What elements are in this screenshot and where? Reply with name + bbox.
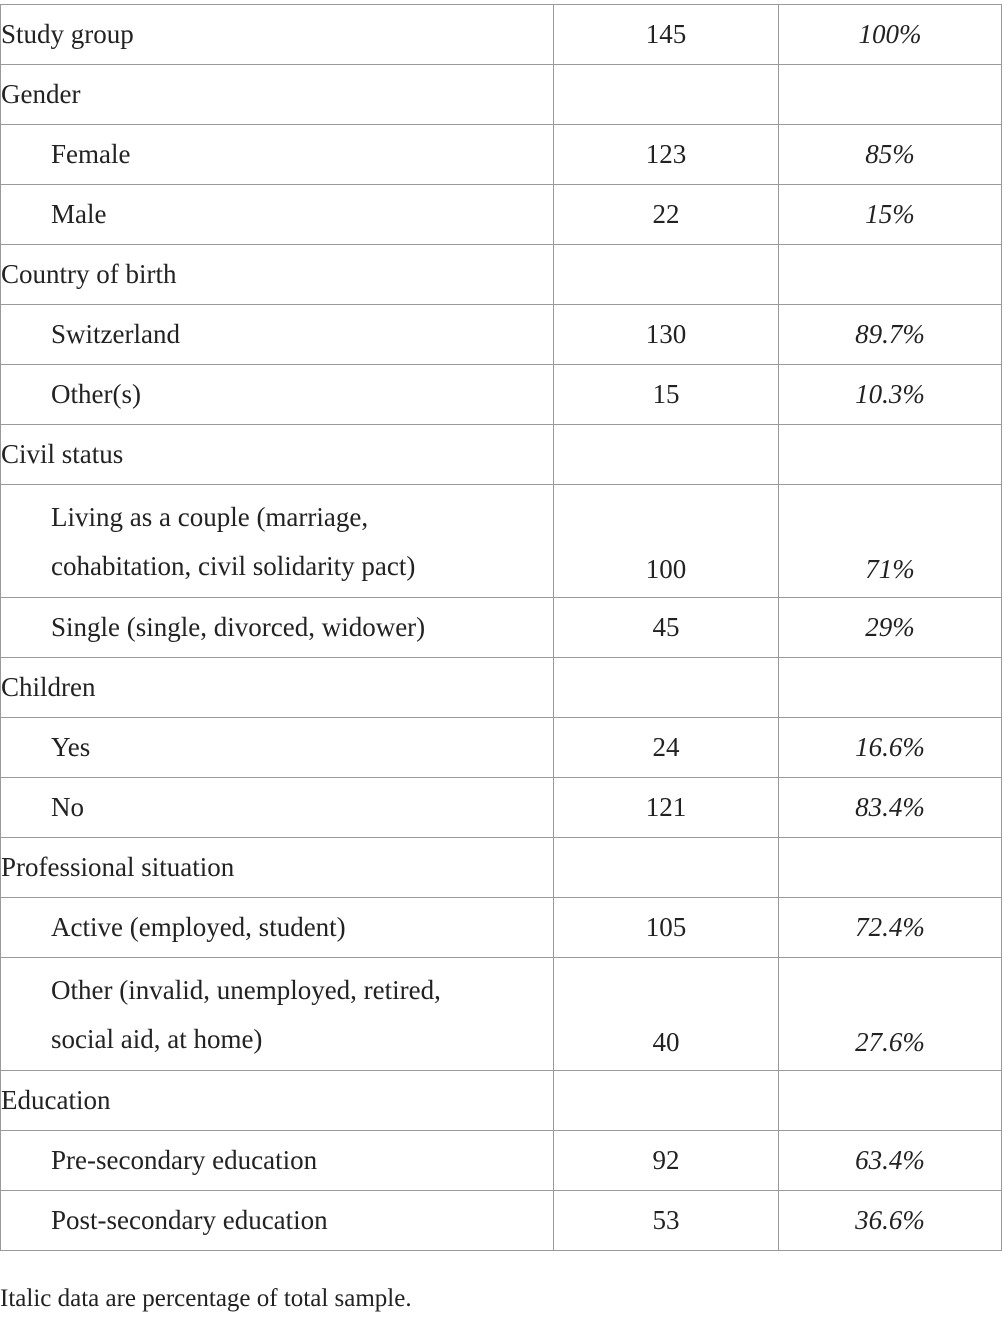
table-row bbox=[1, 65, 1002, 125]
row-percentage bbox=[779, 65, 1002, 125]
row-percentage: 85% bbox=[779, 125, 1002, 185]
row-category-label: Gender bbox=[1, 65, 554, 125]
row-percentage: 71% bbox=[779, 485, 1002, 598]
demographics-table bbox=[0, 4, 1002, 1251]
table-row bbox=[1, 958, 1002, 1071]
table-row bbox=[1, 485, 1002, 598]
table-row bbox=[1, 425, 1002, 485]
row-category-label: Children bbox=[1, 658, 554, 718]
row-percentage: 63.4% bbox=[779, 1131, 1002, 1191]
table-row bbox=[1, 1131, 1002, 1191]
row-percentage bbox=[779, 658, 1002, 718]
row-sublabel: Pre-secondary education bbox=[1, 1131, 554, 1191]
row-count bbox=[554, 425, 779, 485]
table-row bbox=[1, 125, 1002, 185]
table-row bbox=[1, 1191, 1002, 1251]
row-percentage bbox=[779, 838, 1002, 898]
row-category-label: Civil status bbox=[1, 425, 554, 485]
row-percentage: 27.6% bbox=[779, 958, 1002, 1071]
row-sublabel: Active (employed, student) bbox=[1, 898, 554, 958]
table-footnote: Italic data are percentage of total sample. bbox=[0, 1285, 412, 1312]
row-count: 145 bbox=[554, 5, 779, 65]
table-row bbox=[1, 1071, 1002, 1131]
row-sublabel bbox=[1, 485, 554, 598]
row-percentage: 16.6% bbox=[779, 718, 1002, 778]
row-count: 105 bbox=[554, 898, 779, 958]
row-sublabel: Post-secondary education bbox=[1, 1191, 554, 1251]
row-count: 45 bbox=[554, 598, 779, 658]
row-label-line-2: social aid, at home) bbox=[51, 1024, 263, 1054]
row-sublabel: Female bbox=[1, 125, 554, 185]
row-count: 24 bbox=[554, 718, 779, 778]
row-category-label: Education bbox=[1, 1071, 554, 1131]
row-percentage: 29% bbox=[779, 598, 1002, 658]
table-row bbox=[1, 185, 1002, 245]
row-percentage: 36.6% bbox=[779, 1191, 1002, 1251]
row-category-label: Study group bbox=[1, 5, 554, 65]
row-percentage bbox=[779, 1071, 1002, 1131]
row-percentage: 100% bbox=[779, 5, 1002, 65]
row-percentage bbox=[779, 245, 1002, 305]
row-count: 22 bbox=[554, 185, 779, 245]
row-label-line-2: cohabitation, civil solidarity pact) bbox=[51, 551, 416, 581]
table-row bbox=[1, 838, 1002, 898]
row-percentage: 89.7% bbox=[779, 305, 1002, 365]
row-count: 123 bbox=[554, 125, 779, 185]
row-sublabel: Switzerland bbox=[1, 305, 554, 365]
row-count bbox=[554, 838, 779, 898]
row-sublabel: Other(s) bbox=[1, 365, 554, 425]
row-percentage: 72.4% bbox=[779, 898, 1002, 958]
row-count: 130 bbox=[554, 305, 779, 365]
row-sublabel: Male bbox=[1, 185, 554, 245]
row-category-label: Professional situation bbox=[1, 838, 554, 898]
row-category-label: Country of birth bbox=[1, 245, 554, 305]
row-count: 40 bbox=[554, 958, 779, 1071]
table-row bbox=[1, 5, 1002, 65]
row-sublabel bbox=[1, 958, 554, 1071]
row-sublabel: No bbox=[1, 778, 554, 838]
table-row bbox=[1, 365, 1002, 425]
row-count bbox=[554, 65, 779, 125]
row-count bbox=[554, 1071, 779, 1131]
row-count: 53 bbox=[554, 1191, 779, 1251]
row-percentage: 15% bbox=[779, 185, 1002, 245]
row-label-line-1: Living as a couple (marriage, bbox=[51, 502, 369, 532]
table-row bbox=[1, 778, 1002, 838]
row-count bbox=[554, 245, 779, 305]
table-row bbox=[1, 718, 1002, 778]
row-percentage: 83.4% bbox=[779, 778, 1002, 838]
table-row bbox=[1, 598, 1002, 658]
row-count bbox=[554, 658, 779, 718]
row-sublabel: Single (single, divorced, widower) bbox=[1, 598, 554, 658]
row-count: 100 bbox=[554, 485, 779, 598]
row-percentage: 10.3% bbox=[779, 365, 1002, 425]
table-row bbox=[1, 245, 1002, 305]
table-row bbox=[1, 305, 1002, 365]
table-row bbox=[1, 898, 1002, 958]
row-count: 121 bbox=[554, 778, 779, 838]
row-label-line-1: Other (invalid, unemployed, retired, bbox=[51, 975, 441, 1005]
table-body bbox=[1, 5, 1002, 1251]
row-sublabel: Yes bbox=[1, 718, 554, 778]
row-count: 92 bbox=[554, 1131, 779, 1191]
row-percentage bbox=[779, 425, 1002, 485]
table-row bbox=[1, 658, 1002, 718]
row-count: 15 bbox=[554, 365, 779, 425]
